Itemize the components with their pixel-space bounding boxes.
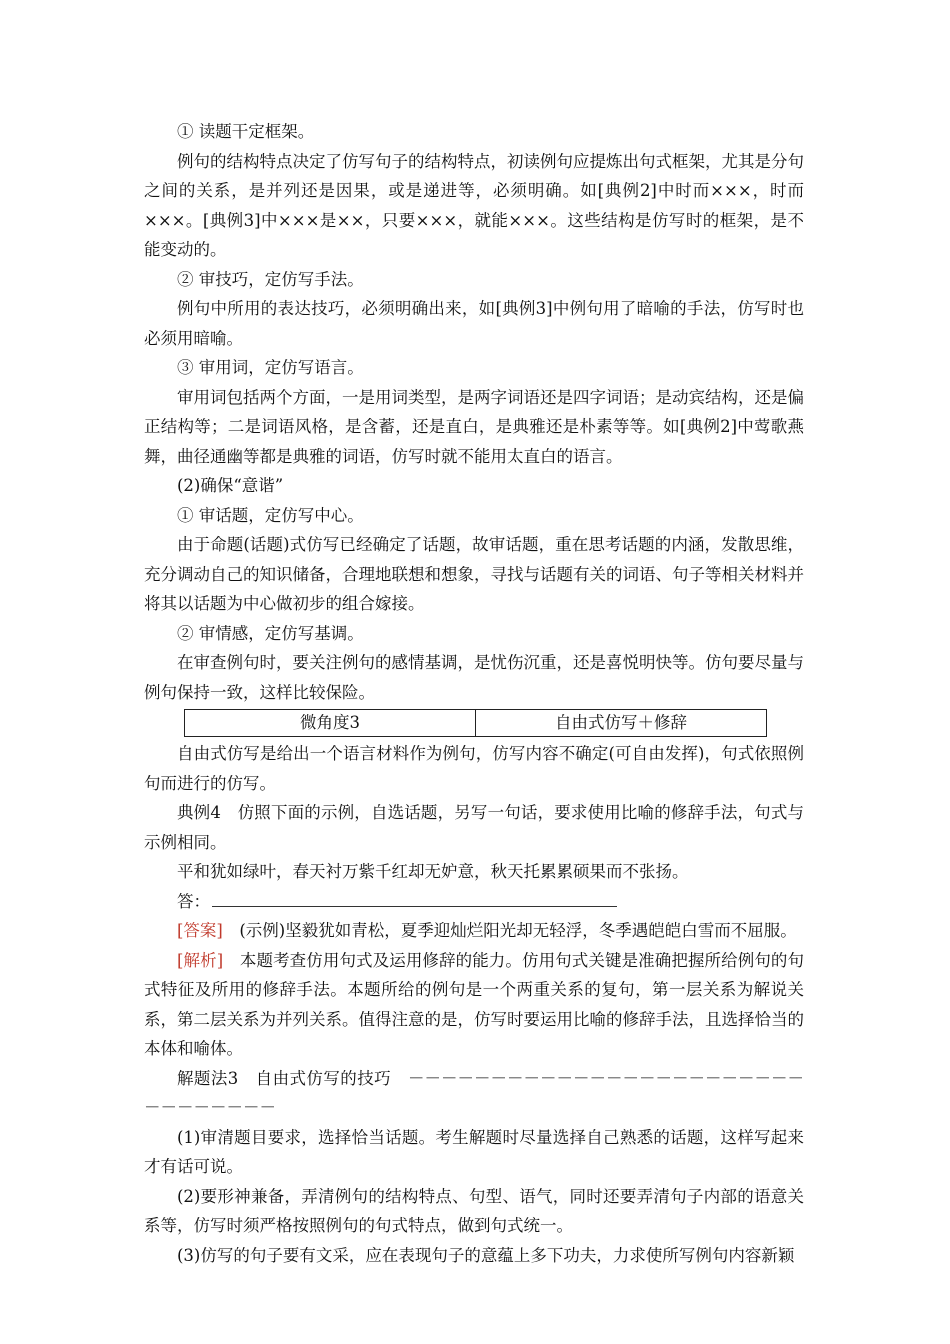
- paragraph: 审用词包括两个方面，一是用词类型，是两字词语还是四字词语；是动宾结构，还是偏正结构等；二是词语风格，是含蓄，还是直白，是典雅还是朴素等等。如[典例2]中莺歌燕舞，曲径通幽等都是典雅的词语，仿写时就不能用太直白的语言。: [144, 387, 804, 466]
- section-heading: (2)确保“意谐”: [177, 476, 284, 495]
- method-dashes: －－－－－－－－－－－－－－－－－－－－－－－－－－－－－－－－: [144, 1068, 805, 1117]
- paragraph: ② 审情感，定仿写基调。: [177, 623, 364, 643]
- paragraph: ② 审技巧，定仿写手法。: [177, 269, 364, 289]
- document-body: [144, 117, 804, 1270]
- answer-text: (示例)坚毅犹如青松，夏季迎灿烂阳光却无轻浮，冬季遇皑皑白雪而不屈服。: [239, 921, 797, 940]
- paragraph: 由于命题(话题)式仿写已经确定了话题，故审话题，重在思考话题的内涵，发散思维，充分调动自己的知识储备，合理地联想和想象，寻找与话题有关的词语、句子等相关材料并将其以话题为中心做初步的组合嫁接。: [144, 535, 804, 613]
- answer-paragraph: [144, 916, 804, 946]
- paragraph: 在审查例句时，要关注例句的感情基调，是忧伤沉重，还是喜悦明快等。仿句要尽量与例句保持一致，这样比较保险。: [144, 653, 804, 702]
- analysis-tag: [解析]: [177, 950, 224, 970]
- answer-prompt: 答：: [177, 891, 210, 911]
- paragraph: ③ 审用词，定仿写语言。: [177, 358, 364, 377]
- method-title: 解题法3 自由式仿写的技巧: [177, 1068, 392, 1088]
- tip-paragraph: (1)审清题目要求，选择恰当话题。考生解题时尽量选择自己熟悉的话题，这样写起来才有话可说。: [144, 1127, 804, 1176]
- example-question: 典例4 仿照下面的示例，自选话题，另写一句话，要求使用比喻的修辞手法，句式与示例相同。: [144, 803, 804, 852]
- example-sentence: 平和犹如绿叶，春天衬万紫千红却无妒意，秋天托累累硕果而不张扬。: [177, 862, 689, 881]
- answer-tag: [答案]: [177, 921, 223, 940]
- paragraph: 例句的结构特点决定了仿写句子的结构特点，初读例句应提炼出句式框架，尤其是分句之间的关系，是并列还是因果，或是递进等，必须明确。如[典例2]中时而×××，时而×××。[典例3]中×××是××，只要×××，就能×××。这些结构是仿写时的框架，是不能变动的。: [144, 151, 804, 259]
- analysis-text: 本题考查仿用句式及运用修辞的能力。仿用句式关键是准确把握所给例句的句式特征及所用的修辞手法。本题所给的例句是一个两重关系的复句，第一层关系为解说关系，第二层关系为并列关系。值得注意的是，仿写时要运用比喻的修辞手法，且选择恰当的本体和喻体。: [144, 950, 805, 1058]
- micro-angle-topic: 自由式仿写＋修辞: [476, 710, 767, 737]
- tip-paragraph: (3)仿写的句子要有文采，应在表现句子的意蕴上多下功夫，力求使所写例句内容新颖: [177, 1245, 795, 1265]
- paragraph: 自由式仿写是给出一个语言材料作为例句，仿写内容不确定(可自由发挥)，句式依照例句而进行的仿写。: [144, 744, 804, 793]
- micro-angle-label: 微角度3: [185, 710, 476, 737]
- paragraph: ① 审话题，定仿写中心。: [177, 505, 364, 525]
- paragraph: ① 读题干定框架。: [177, 122, 315, 141]
- answer-blank: [212, 888, 617, 907]
- method-heading: [144, 1064, 804, 1123]
- micro-angle-table: [184, 709, 767, 737]
- tip-paragraph: (2)要形神兼备，弄清例句的结构特点、句型、语气，同时还要弄清句子内部的语意关系等，仿写时须严格按照例句的句式特点，做到句式统一。: [144, 1186, 804, 1235]
- answer-prompt-line: [144, 887, 804, 917]
- analysis-paragraph: [144, 946, 804, 1064]
- paragraph: 例句中所用的表达技巧，必须明确出来，如[典例3]中例句用了暗喻的手法，仿写时也必须用暗喻。: [144, 299, 804, 348]
